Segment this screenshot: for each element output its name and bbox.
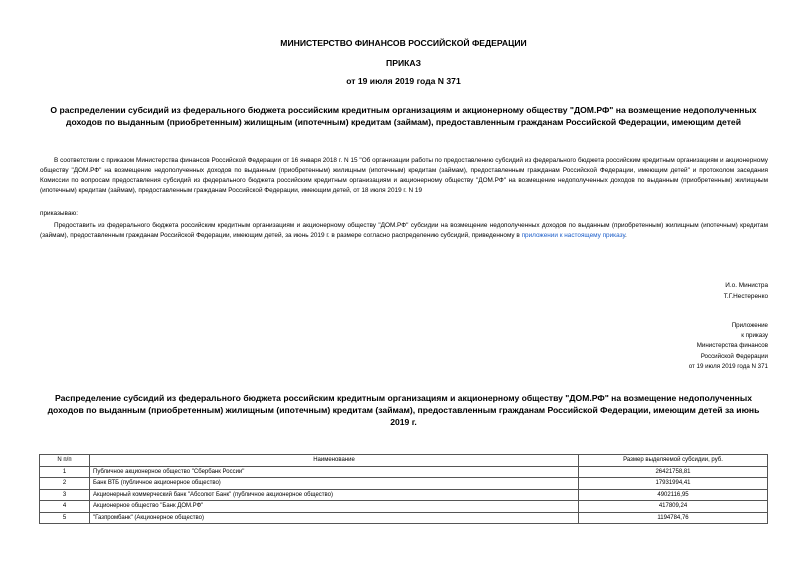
order-title: О распределении субсидий из федерального бюджета российским кредитным организациям и акционерному обществу "ДОМ.РФ" на возмещение недополученных доходов по выданным (приобретенным) жилищным (ипотечным) кредитам (займам), предоставленным гражданам Российской Федерации, имеющим детей: [50, 105, 757, 127]
row-amount: 1194784,76: [579, 512, 768, 524]
orders-label: приказываю:: [40, 210, 78, 217]
signatory-name: Т.Г.Нестеренко: [723, 293, 768, 300]
table-row: [40, 489, 768, 501]
order-paragraph: [40, 221, 768, 241]
row-number: 1: [40, 466, 90, 478]
row-name: Акционерный коммерческий банк "Абсолют Банк" (публичное акционерное общество): [90, 489, 579, 501]
row-amount: 26421758,81: [579, 466, 768, 478]
appendix-title: Распределение субсидий из федерального бюджета российским кредитным организациям и акционерному обществу "ДОМ.РФ" на возмещение недополученных доходов по выданным (приобретенным) жилищным (ипотечным) кредитам (займам), предоставленным гражданам Российской Федерации, имеющим детей за июнь 2019 г.: [47, 393, 760, 427]
header-number: N п/п: [40, 455, 90, 467]
appendix-line: от 19 июля 2019 года N 371: [688, 362, 768, 370]
order-paragraph-text: Предоставить из федерального бюджета российским кредитным организациям и акционерному обществу "ДОМ.РФ" субсидии на возмещение недополученных доходов по выданным (приобретенным) жилищным (ипотечным) кредитам (займам), предоставленным гражданам Российской Федерации, имеющим детей, за июнь 2019 г. в размере согласно распределению субсидий, приведенному в: [40, 222, 768, 239]
appendix-header: [689, 321, 768, 372]
table-header-row: [40, 455, 768, 467]
appendix-line: к приказу: [741, 332, 768, 340]
header-name: Наименование: [90, 455, 579, 467]
table-row: [40, 478, 768, 490]
document-date-number: от 19 июля 2019 года N 371: [346, 76, 461, 86]
appendix-line: Министерства финансов: [696, 342, 768, 350]
signatory-position: И.о. Министра: [725, 282, 768, 289]
ministry-heading: МИНИСТЕРСТВО ФИНАНСОВ РОССИЙСКОЙ ФЕДЕРАЦИИ: [280, 38, 527, 48]
row-number: 4: [40, 501, 90, 513]
row-number: 3: [40, 489, 90, 501]
row-amount: 417809,24: [579, 501, 768, 513]
row-number: 2: [40, 478, 90, 490]
row-amount: 17931994,41: [579, 478, 768, 490]
appendix-line: Приложение: [731, 322, 768, 329]
order-paragraph-end: .: [625, 232, 627, 239]
row-name: Банк ВТБ (публичное акционерное общество): [90, 478, 579, 490]
document-type: ПРИКАЗ: [386, 58, 421, 68]
row-number: 5: [40, 512, 90, 524]
header-amount: Размер выделяемой субсидии, руб.: [579, 455, 768, 467]
table-row: [40, 501, 768, 513]
appendix-link[interactable]: приложении к настоящему приказу: [521, 232, 626, 239]
row-amount: 4902116,95: [579, 489, 768, 501]
row-name: "Газпромбанк" (Акционерное общество): [90, 512, 579, 524]
preamble-paragraph: В соответствии с приказом Министерства финансов Российской Федерации от 16 января 2018 г. N 15 "Об организации работы по предоставлению субсидий из федерального бюджета российским кредитным организациям и акционерному обществу "ДОМ.РФ" на возмещение недополученных доходов по выданным (приобретенным) жилищным (ипотечным) кредитам (займам), предоставленным гражданам Российской Федерации, имеющим детей" и протоколом заседания Комиссии по вопросам предоставления субсидий из федерального бюджета российским кредитным организациям и акционерному обществу "ДОМ.РФ" на возмещение недополученных доходов по выданным (приобретенным) жилищным (ипотечным) кредитам (займам), предоставленным гражданам Российской Федерации, имеющим детей, от 18 июля 2019 г. N 19: [40, 157, 768, 194]
table-row: [40, 512, 768, 524]
appendix-line: Российской Федерации: [700, 352, 768, 360]
subsidy-table: [39, 454, 768, 524]
row-name: Публичное акционерное общество "Сбербанк России": [90, 466, 579, 478]
table-row: [40, 466, 768, 478]
row-name: Акционерное общество "Банк ДОМ.РФ": [90, 501, 579, 513]
